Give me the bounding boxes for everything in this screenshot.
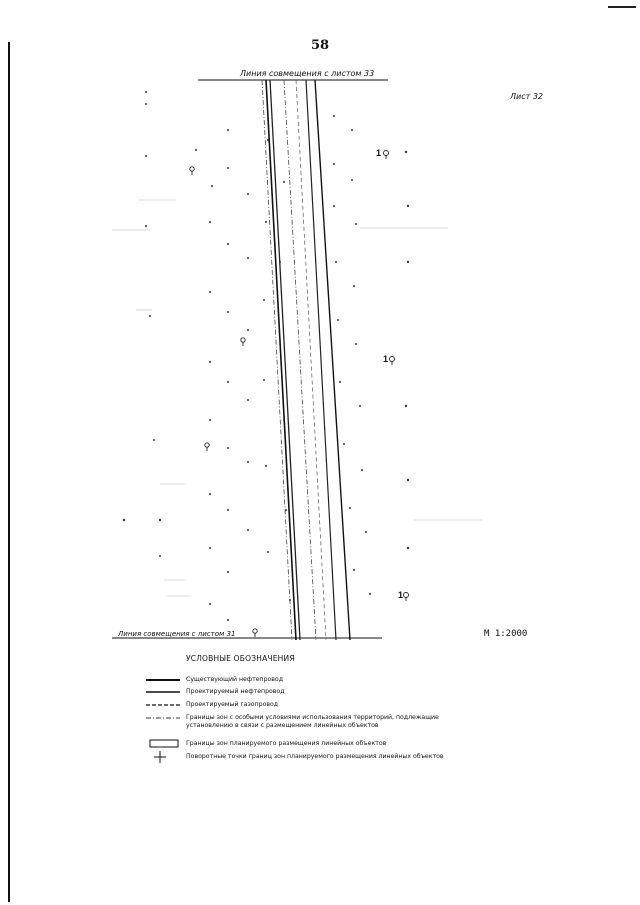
tree-markers-text <box>376 148 403 600</box>
zone-boundary-right <box>315 80 350 640</box>
legend-item <box>146 753 466 763</box>
legend-item <box>146 714 466 734</box>
svg-text:1: 1 <box>376 148 382 158</box>
existing-oil-pipeline <box>266 80 296 640</box>
restricted-zone-left <box>262 80 292 640</box>
legend-item <box>146 701 466 711</box>
thick-line-icon <box>146 676 180 686</box>
page-number: 58 <box>310 38 330 53</box>
dash-dot-line-icon <box>146 714 180 724</box>
map-texture <box>112 200 482 596</box>
legend-item-text: Границы зон планируемого размещения линейных объектов <box>186 740 387 747</box>
vegetation-symbols <box>123 91 409 621</box>
legend-title: УСЛОВНЫЕ ОБОЗНАЧЕНИЯ <box>186 654 295 663</box>
legend-item-text: Проектируемый газопровод <box>186 701 279 708</box>
legend-item-text: Поворотные точки границ зон планируемого размещения линейных объектов <box>186 753 444 760</box>
legend-item <box>146 740 466 750</box>
svg-text:1: 1 <box>398 590 404 600</box>
scale-label: М 1:2000 <box>484 629 528 639</box>
tree-symbols <box>190 151 409 638</box>
legend-item-text: Существующий нефтепровод <box>186 676 283 683</box>
thick-line-icon <box>146 688 180 698</box>
match-line-top-label: Линия совмещения с листом 33 <box>240 69 375 78</box>
legend-item-text: Проектируемый нефтепровод <box>186 688 285 695</box>
legend-item <box>146 676 466 686</box>
sheet-label: Лист 32 <box>510 92 543 101</box>
rectangle-icon <box>146 740 180 750</box>
match-line-bottom-label: Линия совмещения с листом 31 <box>118 630 236 638</box>
dashed-line-icon <box>146 701 180 711</box>
planned-gas-pipeline <box>306 80 336 640</box>
svg-text:1: 1 <box>383 354 389 364</box>
planned-oil-pipeline <box>270 80 300 640</box>
cross-icon <box>146 753 180 763</box>
legend-item <box>146 688 466 698</box>
legend-item-text: Границы зон с особыми условиями использования территорий, подлежащие установлению в связи с размещением линейных объектов <box>186 714 439 729</box>
